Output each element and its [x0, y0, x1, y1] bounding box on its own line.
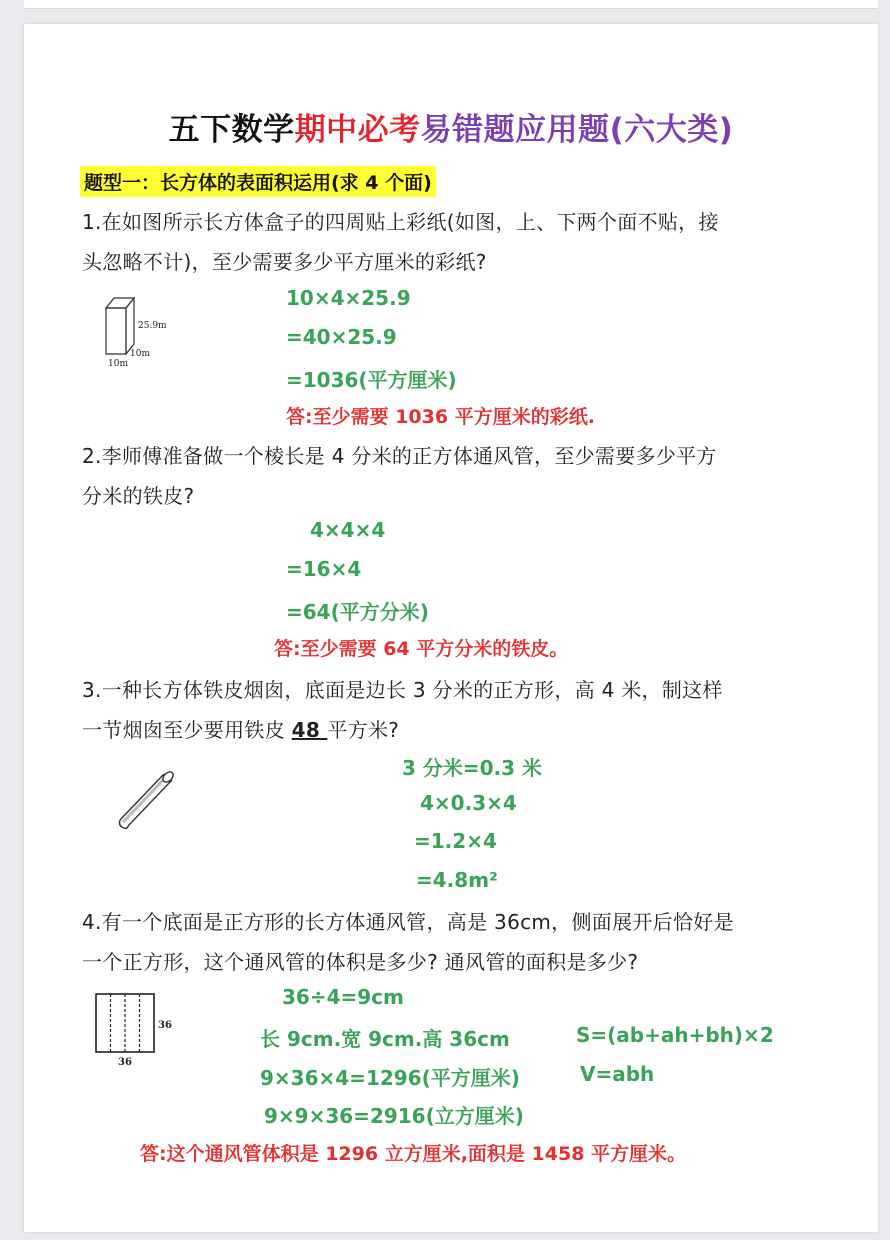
chimney-pipe-figure	[112, 764, 184, 836]
q4-answer: 答:这个通风管体积是 1296 立方厘米,面积是 1458 平方厘米。	[140, 1143, 687, 1165]
q4-text-line2: 一个正方形，这个通风管的体积是多少? 通风管的面积是多少?	[82, 950, 639, 974]
height-label: 25.9m	[138, 321, 167, 331]
q2-step-3: =64(平方分米)	[286, 600, 429, 624]
q1-text-line2: 头忽略不计)，至少需要多少平方厘米的彩纸?	[82, 250, 487, 274]
q3-text-suffix: 平方米?	[327, 718, 400, 742]
q3-step-1: 3 分米=0.3 米	[402, 756, 543, 780]
q2-step-2: =16×4	[286, 557, 362, 581]
q1-step-1: 10×4×25.9	[286, 286, 411, 310]
q3-text-prefix: 一节烟囱至少要用铁皮	[82, 718, 292, 742]
title-part-black: 五下数学	[168, 112, 295, 148]
q1-text-line1: 1.在如图所示长方体盒子的四周贴上彩纸(如图，上、下两个面不贴，接	[82, 210, 719, 234]
q4-text-line1: 4.有一个底面是正方形的长方体通风管，高是 36cm，侧面展开后恰好是	[82, 910, 734, 934]
cuboid-figure	[100, 294, 200, 370]
width-label: 10m	[108, 359, 128, 369]
q2-answer: 答:至少需要 64 平方分米的铁皮。	[274, 638, 569, 660]
q3-text-line2	[82, 714, 399, 743]
bottom-length-label: 36	[118, 1057, 132, 1068]
q3-step-4: =4.8m²	[416, 868, 498, 892]
depth-label: 10m	[130, 349, 150, 359]
q4-formula-surface: S=(ab+ah+bh)×2	[576, 1023, 774, 1047]
q1-answer: 答:至少需要 1036 平方厘米的彩纸.	[286, 406, 595, 428]
q4-step-2: 长 9cm.宽 9cm.高 36cm	[260, 1027, 510, 1051]
q2-text-line1: 2.李师傅准备做一个棱长是 4 分米的正方体通风管，至少需要多少平方	[82, 444, 717, 468]
page-title	[24, 104, 878, 149]
document-page	[24, 24, 878, 1232]
q4-step-4: 9×9×36=2916(立方厘米)	[264, 1104, 524, 1128]
q3-answer-blank: 48	[291, 718, 328, 742]
q4-formula-volume: V=abh	[580, 1062, 655, 1086]
q4-step-1: 36÷4=9cm	[282, 985, 404, 1009]
q1-step-3: =1036(平方厘米)	[286, 368, 457, 392]
unfolded-side-figure	[92, 990, 182, 1070]
q3-step-3: =1.2×4	[414, 829, 497, 853]
q1-step-2: =40×25.9	[286, 325, 397, 349]
previous-page-edge	[24, 0, 878, 9]
q4-step-3: 9×36×4=1296(平方厘米)	[260, 1066, 520, 1090]
title-part-purple: 易错题应用题(六大类)	[420, 112, 734, 148]
side-length-label: 36	[158, 1020, 172, 1031]
q3-text-line1: 3.一种长方体铁皮烟囱，底面是边长 3 分米的正方形，高 4 米，制这样	[82, 678, 723, 702]
q2-text-line2: 分米的铁皮?	[82, 484, 195, 508]
title-part-red: 期中必考	[294, 112, 421, 148]
q3-step-2: 4×0.3×4	[420, 791, 517, 815]
q2-step-1: 4×4×4	[310, 518, 386, 542]
section-heading: 题型一：长方体的表面积运用(求 4 个面)	[80, 166, 436, 197]
